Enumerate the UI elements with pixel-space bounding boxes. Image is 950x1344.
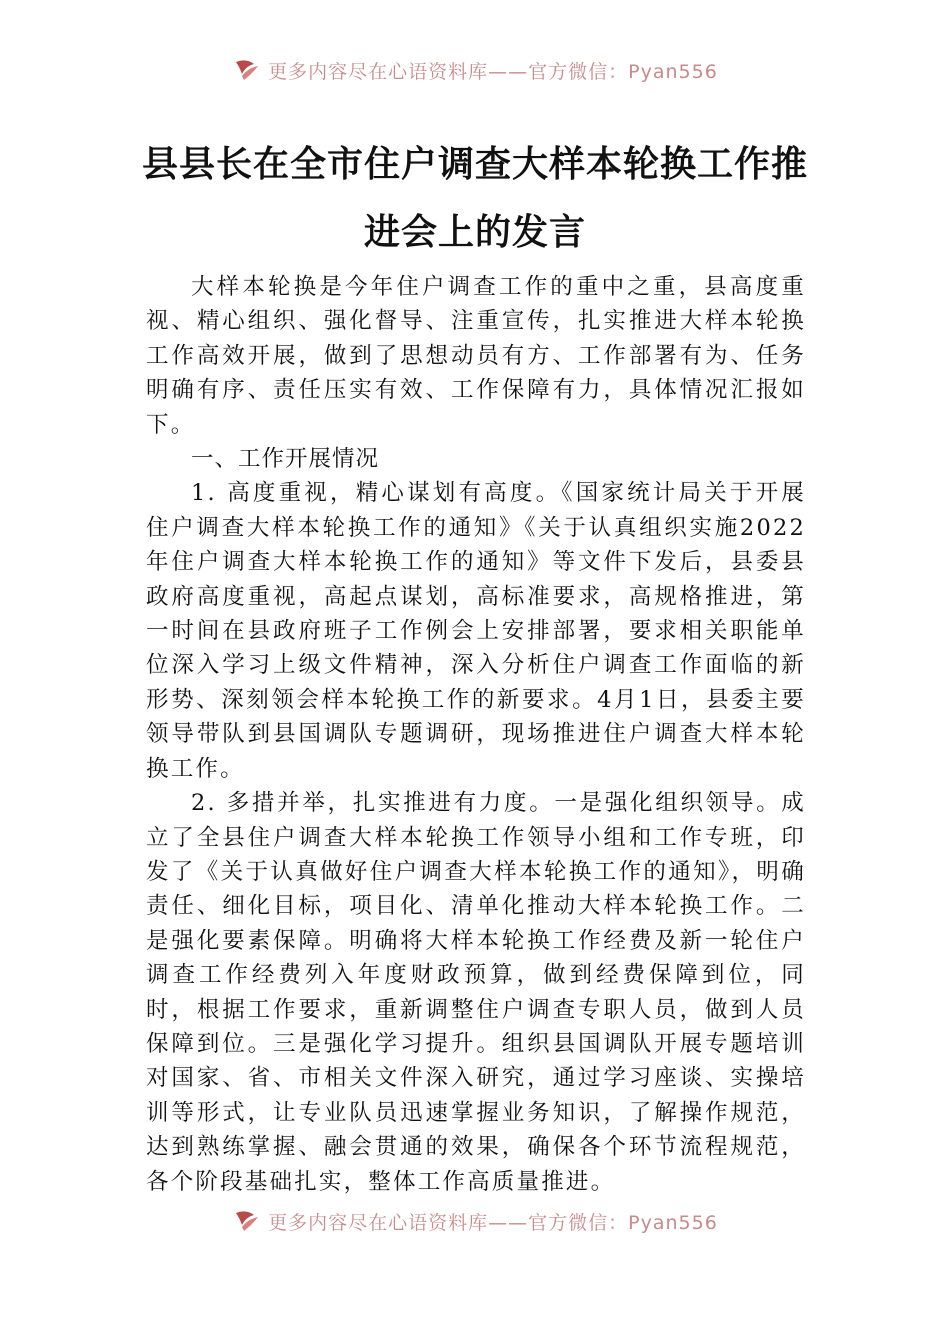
section-heading: 一、工作开展情况 [191, 446, 380, 473]
item-2-paragraph: 2. 多措并举，扎实推进有力度。一是强化组织领导。成立了全县住户调查大样本轮换工作领导小组和工作专班，印发了《关于认真做好住户调查大样本轮换工作的通知》，明确责任、细化目标，项目化、清单化推动大样本轮换工作。二是强化要素保障。明确将大样本轮换工作经费及新一轮住户调查工作经费列入年度财政预算，做到经费保障到位，同时，根据工作要求，重新调整住户调查专职人员，做到人员保障到位。三是强化学习提升。组织县国调队开展专题培训对国家、省、市相关文件深入研究，通过学习座谈、实操培训等形式，让专业队员迅速掌握业务知识，了解操作规范，达到熟练掌握、融会贯通的效果，确保各个环节流程规范，各个阶段基础扎实，整体工作高质量推进。 [146, 790, 806, 1195]
watermark-text: 更多内容尽在心语资料库——官方微信：Pyan556 [268, 60, 718, 83]
brand-logo-icon [232, 1207, 260, 1235]
intro-paragraph: 大样本轮换是今年住户调查工作的重中之重，县高度重视、精心组织、强化督导、注重宣传，扎实推进大样本轮换工作高效开展，做到了思想动员有方、工作部署有为、任务明确有序、责任压实有效、工作保障有力，具体情况汇报如下。 [146, 274, 806, 438]
item-1-paragraph: 1. 高度重视，精心谋划有高度。《国家统计局关于开展住户调查大样本轮换工作的通知》《关于认真组织实施2022年住户调查大样本轮换工作的通知》等文件下发后，县委县政府高度重视，高起点谋划，高标准要求，高规格推进，第一时间在县政府班子工作例会上安排部署，要求相关职能单位深入学习上级文件精神，深入分析住户调查工作面临的新形势、深刻领会样本轮换工作的新要求。4月1日，县委主要领导带队到县国调队专题调研，现场推进住户调查大样本轮换工作。 [146, 480, 806, 782]
brand-logo-icon [232, 56, 260, 84]
document-body [146, 270, 806, 1199]
watermark-banner-bottom [0, 1201, 950, 1241]
watermark-banner-top [0, 50, 950, 90]
watermark-text: 更多内容尽在心语资料库——官方微信：Pyan556 [268, 1211, 718, 1234]
document-title-line-2: 进会上的发言 [363, 211, 586, 253]
document-title-line-1: 县县长在全市住户调查大样本轮换工作推 [141, 143, 808, 185]
